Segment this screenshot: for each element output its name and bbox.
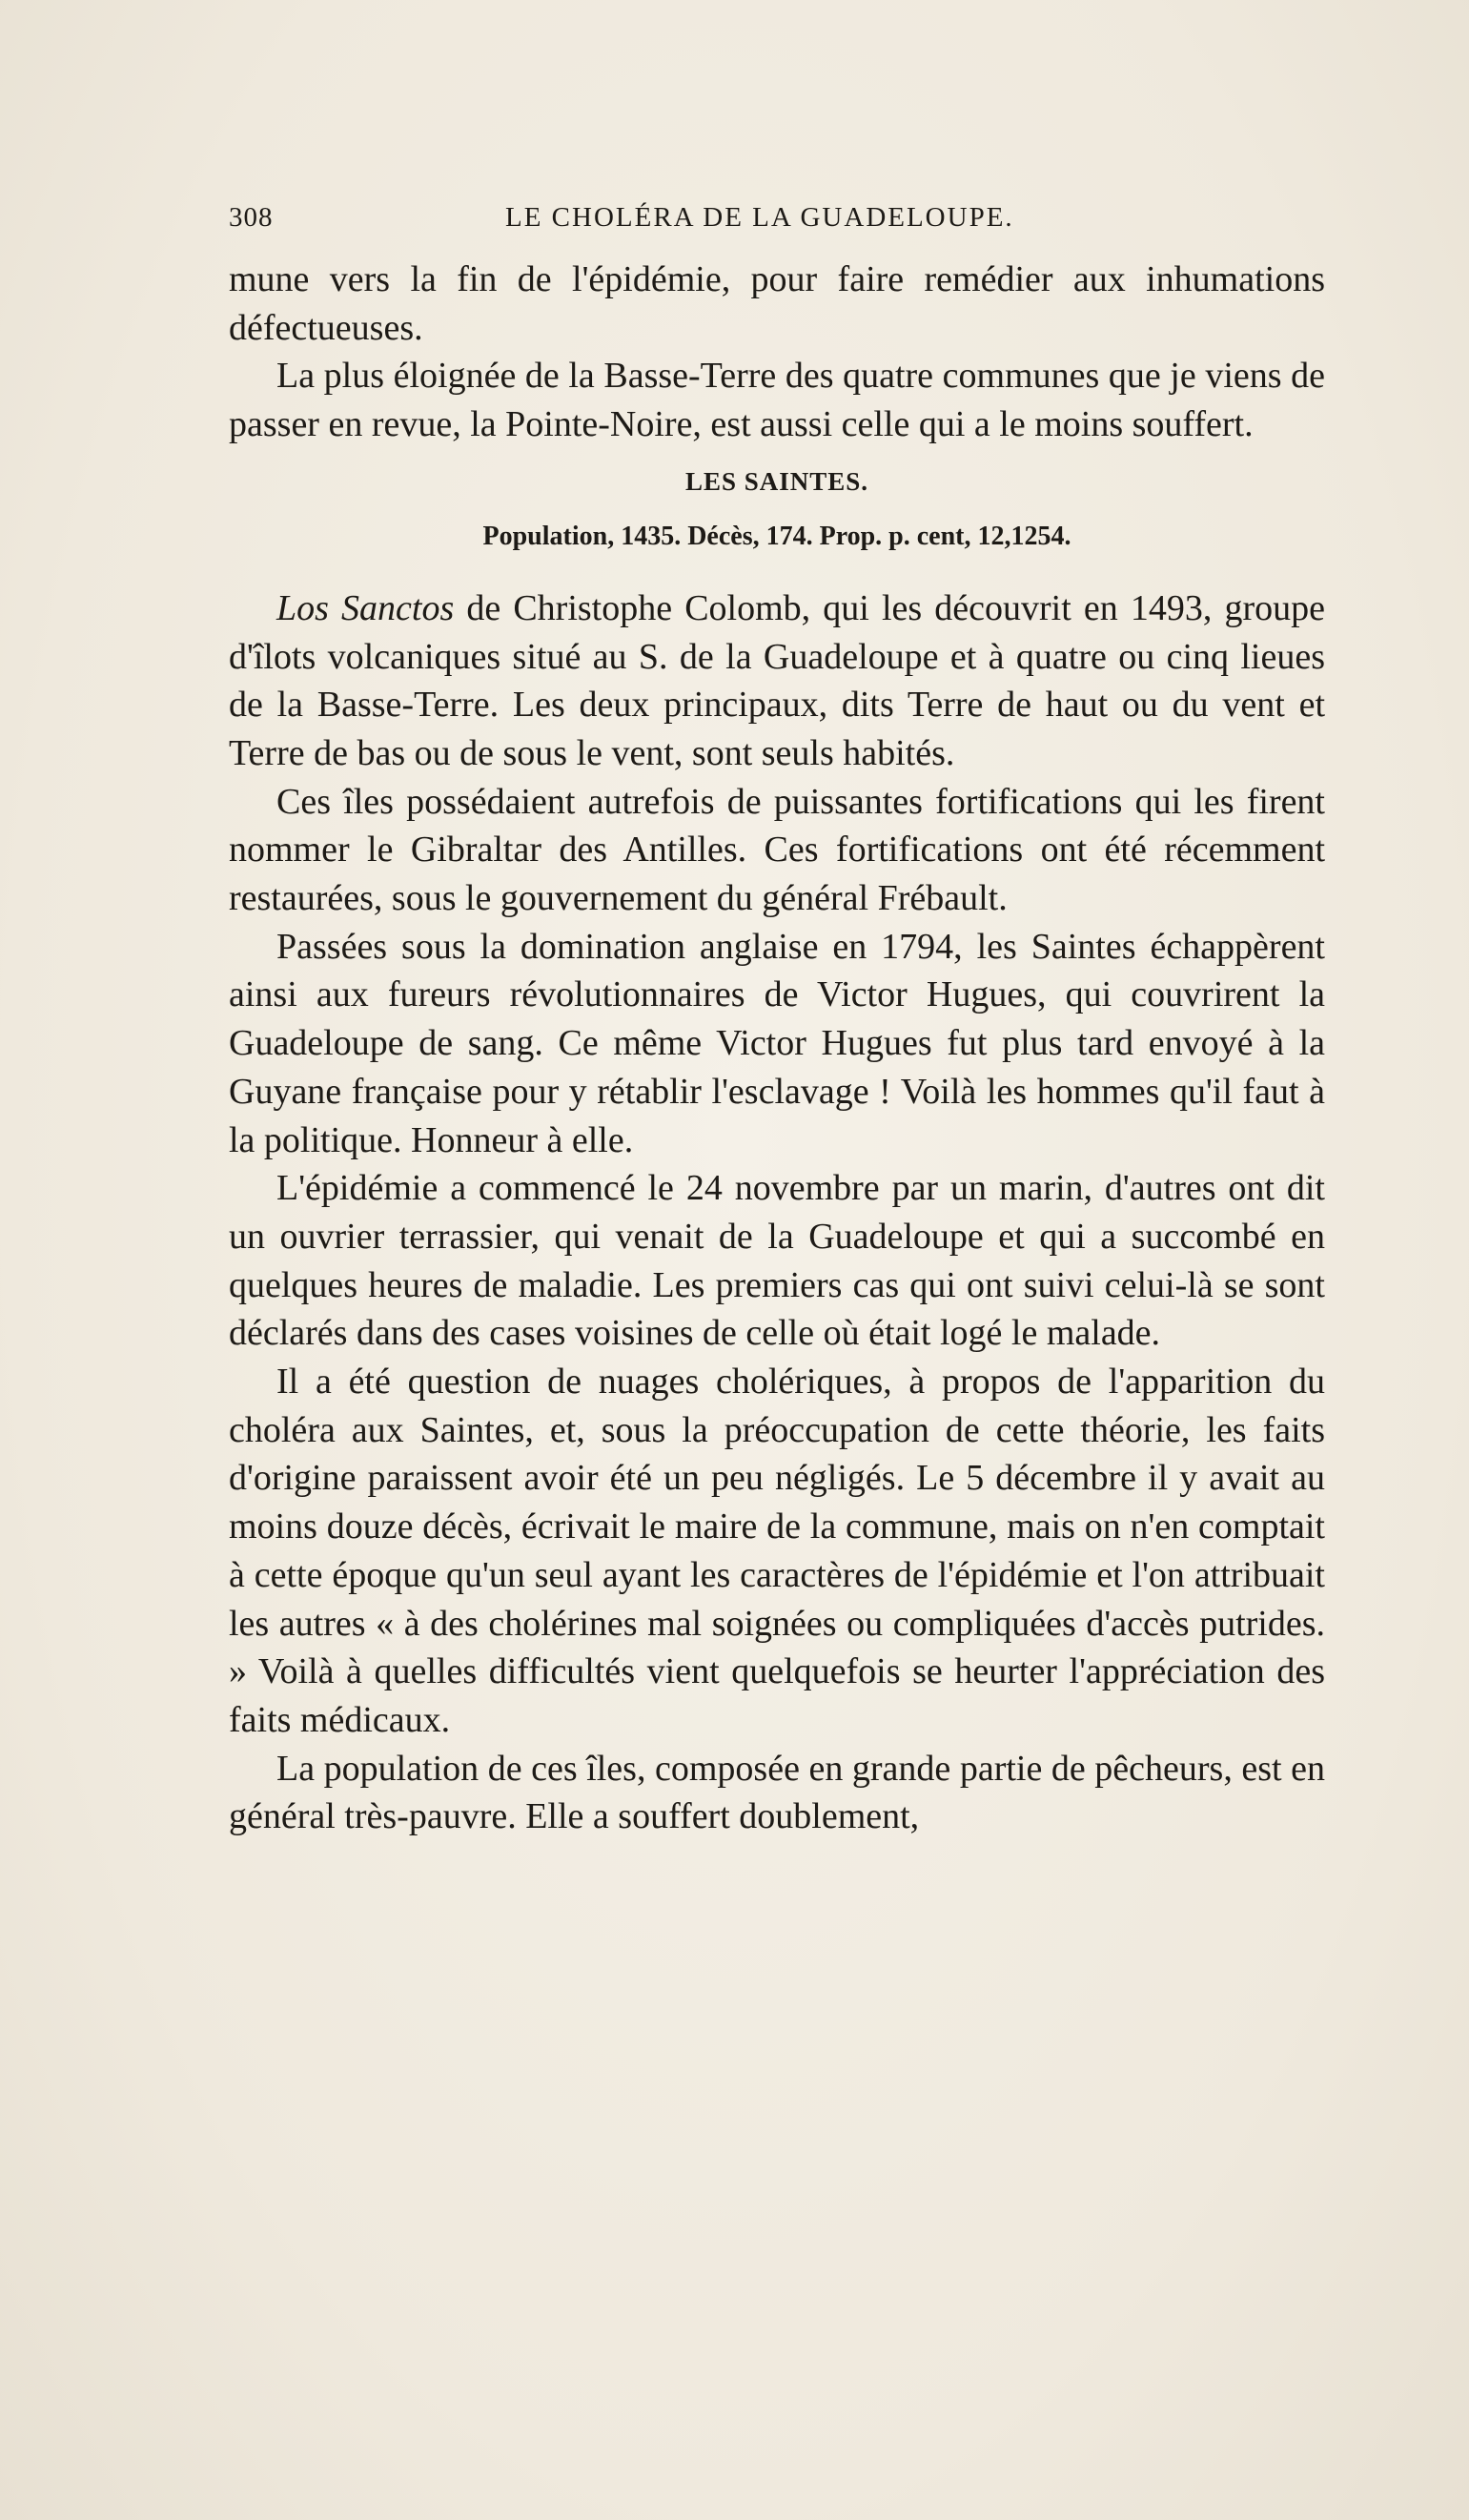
page-number: 308 <box>229 202 274 233</box>
paragraph-continued: mune vers la fin de l'épidémie, pour faire remédier aux inhumations défectueuses. <box>229 259 1325 348</box>
paragraph-pointe-noire: La plus éloignée de la Basse-Terre des quatre communes que je viens de passer en revue, la Pointe-Noire, est aussi celle qui a le moins souffert. <box>229 356 1325 445</box>
paragraph-epidemie: L'épidémie a commencé le 24 novembre par un marin, d'autres ont dit un ouvrier terrassier, qui venait de la Guadeloupe et qui a succombé en quelques heures de maladie. Les premiers cas qui ont suivi celui-là se sont déclarés dans des cases voisines de celle où était logé le malade. <box>229 1168 1325 1354</box>
paragraph-nuages: Il a été question de nuages cholériques, à propos de l'apparition du choléra aux Saintes, et, sous la préoccupation de cette théorie, les faits d'origine paraissent avoir été un peu négligés. Le 5 décembre il y avait au moins douze décès, écrivait le maire de la commune, mais on n'en comptait à cette époque qu'un seul ayant les caractères de l'épidémie et l'on attribuait les autres « à des cholérines mal soignées ou compliquées d'accès putrides. » Voilà à quelles difficultés vient quelquefois se heurter l'appréciation des faits médicaux. <box>229 1362 1325 1740</box>
running-head <box>229 202 1325 240</box>
body-text <box>229 256 1325 1841</box>
section-title: LES SAINTES. <box>684 466 869 496</box>
population-stats: Population, 1435. Décès, 174. Prop. p. cent, 12,1254. <box>482 521 1071 551</box>
running-title: LE CHOLÉRA DE LA GUADELOUPE. <box>505 202 1014 233</box>
paragraph-los-sanctos <box>229 584 1325 778</box>
paragraph-fortifications: Ces îles possédaient autrefois de puissantes fortifications qui les firent nommer le Gibraltar des Antilles. Ces fortifications ont été récemment restaurées, sous le gouvernement du général Frébault. <box>229 781 1325 919</box>
italic-name: Los Sanctos <box>276 587 455 628</box>
paragraph-population: La population de ces îles, composée en grande partie de pêcheurs, est en général très-pauvre. Elle a souffert doublement, <box>229 1748 1325 1837</box>
paragraph-domination: Passées sous la domination anglaise en 1794, les Saintes échappèrent ainsi aux fureurs révolutionnaires de Victor Hugues, qui couvrirent la Guadeloupe de sang. Ce même Victor Hugues fut plus tard envoyé à la Guyane française pour y rétablir l'esclavage ! Voilà les hommes qu'il faut à la politique. Honneur à elle. <box>229 926 1325 1160</box>
paragraph-text: de Christophe Colomb, qui les découvrit en 1493, groupe d'îlots volcaniques situé au S. de la Guadeloupe et à quatre ou cinq lieues de la Basse-Terre. Les deux principaux, dits Terre de haut ou du vent et Terre de bas ou de sous le vent, sont seuls habités. <box>229 587 1325 773</box>
